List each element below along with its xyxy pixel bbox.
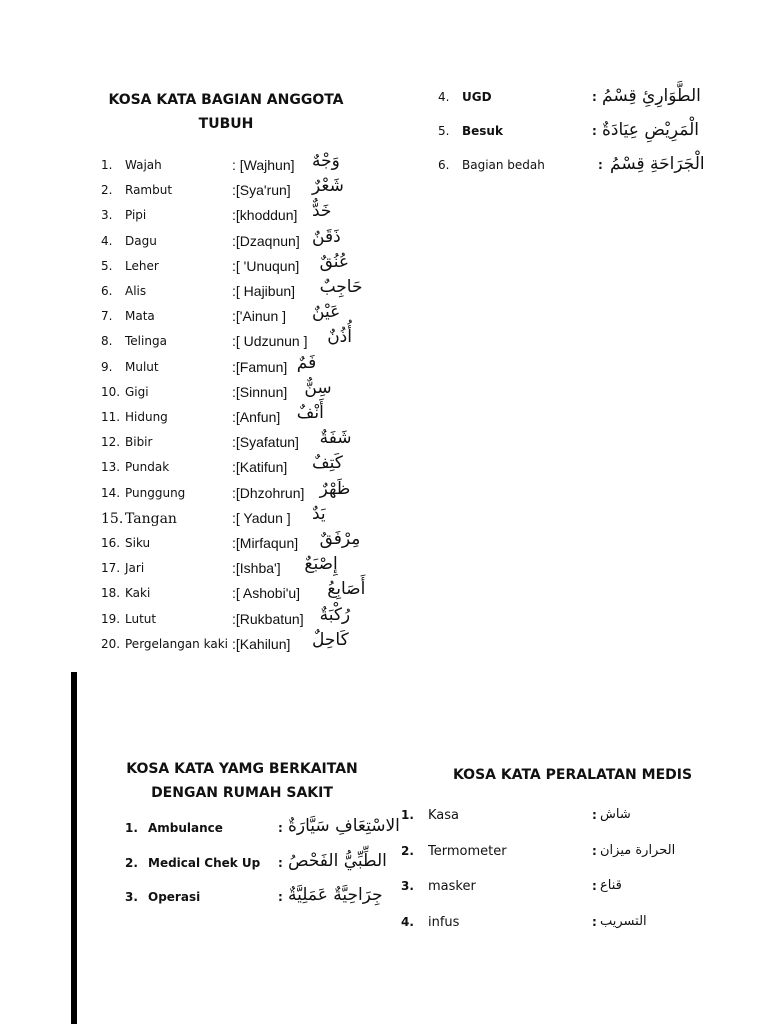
- vocab-row: [125, 885, 395, 910]
- indonesian-term: Wajah: [125, 158, 162, 172]
- transliteration: :['Ainun ]: [232, 308, 287, 325]
- colon-separator: :: [278, 821, 283, 835]
- arabic-word: جِرَاحِيَّةٌ عَمَلِيَّةٌ: [288, 885, 383, 905]
- colon-separator: :: [592, 124, 597, 138]
- item-number: 8.: [101, 334, 113, 349]
- indonesian-term: Besuk: [462, 124, 503, 138]
- item-number: 19.: [101, 611, 121, 626]
- indonesian-term: Siku: [125, 536, 151, 550]
- arabic-word: كَتِفٌ: [312, 453, 343, 474]
- arabic-word: وَجْهٌ: [312, 151, 340, 171]
- transliteration: :[Anfun]: [232, 409, 281, 425]
- arabic-word: رُكْبَةٌ: [319, 604, 351, 625]
- indonesian-term: Gigi: [125, 384, 149, 399]
- item-number: 20.: [101, 636, 121, 651]
- transliteration: :[Sinnun]: [232, 383, 288, 400]
- indonesian-term: Kaki: [125, 586, 151, 601]
- vocab-row: [101, 503, 391, 531]
- vocab-row: [101, 478, 391, 506]
- item-number: 4.: [438, 90, 450, 104]
- item-number: 1.: [101, 158, 113, 172]
- indonesian-term: Pipi: [125, 208, 147, 223]
- transliteration: :[ Hajibun]: [232, 283, 296, 299]
- indonesian-term: Jari: [125, 561, 145, 576]
- indonesian-term: Tangan: [125, 510, 177, 527]
- arabic-word: شَعْرٌ: [312, 176, 344, 197]
- vocab-row: [101, 352, 391, 380]
- vocab-row: [101, 579, 391, 606]
- indonesian-term: Medical Chek Up: [148, 856, 261, 870]
- colon-separator: :: [278, 890, 283, 904]
- item-number: 2.: [401, 844, 414, 858]
- item-number: 6.: [438, 158, 450, 172]
- indonesian-term: Mulut: [125, 359, 159, 374]
- indonesian-term: Leher: [125, 258, 159, 273]
- item-number: 14.: [101, 485, 121, 500]
- item-number: 3.: [125, 890, 138, 904]
- arabic-word: الْجَرَاحَةِ قِسْمُ: [610, 154, 705, 174]
- arabic-word: ظَهْرٌ: [319, 478, 351, 499]
- indonesian-term: Ambulance: [148, 821, 223, 835]
- item-number: 12.: [101, 435, 121, 450]
- arabic-word: عُنُقٌ: [319, 251, 350, 272]
- arabic-word: الحرارة ميزان: [600, 843, 676, 858]
- vocab-row: [101, 176, 391, 203]
- item-number: 10.: [101, 384, 121, 399]
- item-number: 15.: [101, 510, 124, 527]
- indonesian-term: Telinga: [125, 334, 167, 349]
- transliteration: :[ Udzunun ]: [232, 333, 308, 350]
- indonesian-term: Pergelangan kaki: [125, 636, 228, 651]
- indonesian-term: Bibir: [125, 435, 153, 450]
- vocab-row: [101, 327, 391, 354]
- item-number: 4.: [401, 915, 414, 929]
- transliteration: :[Syafatun]: [232, 434, 299, 451]
- transliteration: :[Famun]: [232, 358, 288, 375]
- item-number: 17.: [101, 561, 121, 576]
- vocab-row: [438, 154, 728, 178]
- indonesian-term: Bagian bedah: [462, 158, 545, 172]
- arabic-word: حَاجِبٌ: [319, 277, 363, 297]
- item-number: 18.: [101, 586, 121, 601]
- vocab-row: [101, 251, 391, 279]
- arabic-word: الطَّوَارِئِ قِسْمُ: [602, 86, 701, 106]
- arabic-word: الْمَرِيْضِ عِيَادَةٌ: [602, 120, 700, 140]
- transliteration: :[Dzaqnun]: [232, 232, 300, 249]
- arabic-word: إِصْبَعٌ: [304, 554, 338, 575]
- colon-separator: :: [592, 879, 597, 893]
- item-number: 4.: [101, 233, 113, 248]
- indonesian-term: Rambut: [125, 183, 173, 198]
- indonesian-term: Alis: [125, 284, 147, 298]
- vocab-row: [101, 226, 391, 254]
- item-number: 5.: [101, 258, 113, 273]
- arabic-word: فَمٌ: [296, 352, 317, 373]
- vocab-row: [401, 808, 701, 828]
- arabic-word: سِنٌّ: [304, 377, 332, 398]
- vocab-row: [101, 529, 391, 556]
- vocab-row: [125, 851, 395, 876]
- colon-separator: :: [598, 158, 603, 172]
- transliteration: :[Mirfaqun]: [232, 535, 299, 551]
- arabic-word: أَصَابِعُ: [327, 579, 366, 600]
- transliteration: :[Ishba']: [232, 560, 281, 577]
- section-title-peralatan-medis: KOSA KATA PERALATAN MEDIS: [452, 767, 693, 783]
- arabic-word: الطِّبِّيُّ الفَحْصُ: [288, 851, 387, 871]
- vocab-row: [101, 403, 391, 430]
- item-number: 3.: [101, 208, 113, 223]
- vocab-row: [101, 604, 391, 632]
- indonesian-term: Punggung: [125, 485, 186, 500]
- indonesian-term: UGD: [462, 90, 492, 104]
- item-number: 13.: [101, 460, 121, 475]
- vocab-row: [101, 629, 391, 657]
- colon-separator: :: [592, 844, 597, 858]
- item-number: 1.: [401, 808, 414, 822]
- colon-separator: :: [592, 90, 597, 104]
- vocab-row: [101, 453, 391, 480]
- indonesian-term: masker: [428, 879, 476, 894]
- arabic-word: كَاحِلٌ: [312, 629, 349, 650]
- vocab-row: [101, 277, 391, 304]
- arabic-word: التسريب: [600, 914, 647, 929]
- item-number: 3.: [401, 879, 414, 893]
- arabic-word: أُذُنٌ: [327, 327, 352, 348]
- item-number: 2.: [125, 856, 138, 870]
- transliteration: :[Rukbatun]: [232, 610, 304, 627]
- indonesian-term: infus: [428, 915, 460, 930]
- item-number: 9.: [101, 359, 113, 374]
- indonesian-term: Lutut: [125, 611, 157, 626]
- vocab-row: [401, 879, 701, 899]
- indonesian-term: Pundak: [125, 460, 170, 475]
- item-number: 11.: [101, 410, 121, 424]
- colon-separator: :: [592, 808, 597, 822]
- item-number: 5.: [438, 124, 450, 138]
- item-number: 1.: [125, 821, 138, 835]
- transliteration: : [Wajhun]: [232, 157, 295, 173]
- item-number: 6.: [101, 284, 113, 298]
- vocab-row: [401, 844, 701, 864]
- section-title-anggota-tubuh: KOSA KATA BAGIAN ANGGOTA TUBUH: [108, 92, 344, 132]
- transliteration: :[Dhzohrun]: [232, 484, 305, 501]
- vocab-row: [125, 816, 400, 841]
- section-title-rumah-sakit: KOSA KATA YAMG BERKAITAN DENGAN RUMAH SAKIT: [126, 761, 358, 801]
- transliteration: :[ 'Unuqun]: [232, 257, 300, 274]
- item-number: 2.: [101, 183, 113, 198]
- arabic-word: شاش: [600, 807, 631, 822]
- vocab-row: [101, 428, 391, 455]
- indonesian-term: Termometer: [428, 844, 507, 859]
- indonesian-term: Operasi: [148, 890, 201, 904]
- vocab-row: [438, 120, 728, 144]
- indonesian-term: Dagu: [125, 233, 157, 248]
- transliteration: :[Sya'run]: [232, 182, 291, 199]
- arabic-word: خَدٌّ: [312, 201, 332, 222]
- arabic-word: مِرْفَقٌ: [319, 529, 361, 549]
- colon-separator: :: [592, 915, 597, 929]
- transliteration: :[Kahilun]: [232, 635, 291, 652]
- indonesian-term: Hidung: [125, 410, 168, 424]
- arabic-word: عَيْنٌ: [312, 302, 341, 323]
- arabic-word: يَدٌ: [312, 503, 326, 524]
- vocab-row: [101, 201, 391, 228]
- arabic-word: الاسْتِعَافِ سَيَّارَةٌ: [288, 816, 400, 836]
- vocab-row: [101, 151, 391, 178]
- arabic-word: قناع: [600, 878, 622, 893]
- transliteration: :[khoddun]: [232, 207, 298, 224]
- vocab-row: [438, 86, 728, 110]
- vocab-row: [101, 377, 391, 405]
- arabic-word: شَفَةٌ: [319, 428, 352, 449]
- indonesian-term: Mata: [125, 309, 155, 324]
- transliteration: :[ Yadun ]: [232, 509, 291, 526]
- colon-separator: :: [278, 856, 283, 870]
- left-border-bar: [71, 672, 77, 1024]
- item-number: 16.: [101, 536, 121, 550]
- indonesian-term: Kasa: [428, 808, 460, 823]
- transliteration: :[Katifun]: [232, 459, 288, 476]
- arabic-word: ذَقَنٌ: [312, 226, 341, 247]
- vocab-row: [401, 915, 701, 935]
- arabic-word: أَنْفٌ: [296, 403, 324, 423]
- item-number: 7.: [101, 309, 113, 324]
- transliteration: :[ Ashobi'u]: [232, 585, 301, 602]
